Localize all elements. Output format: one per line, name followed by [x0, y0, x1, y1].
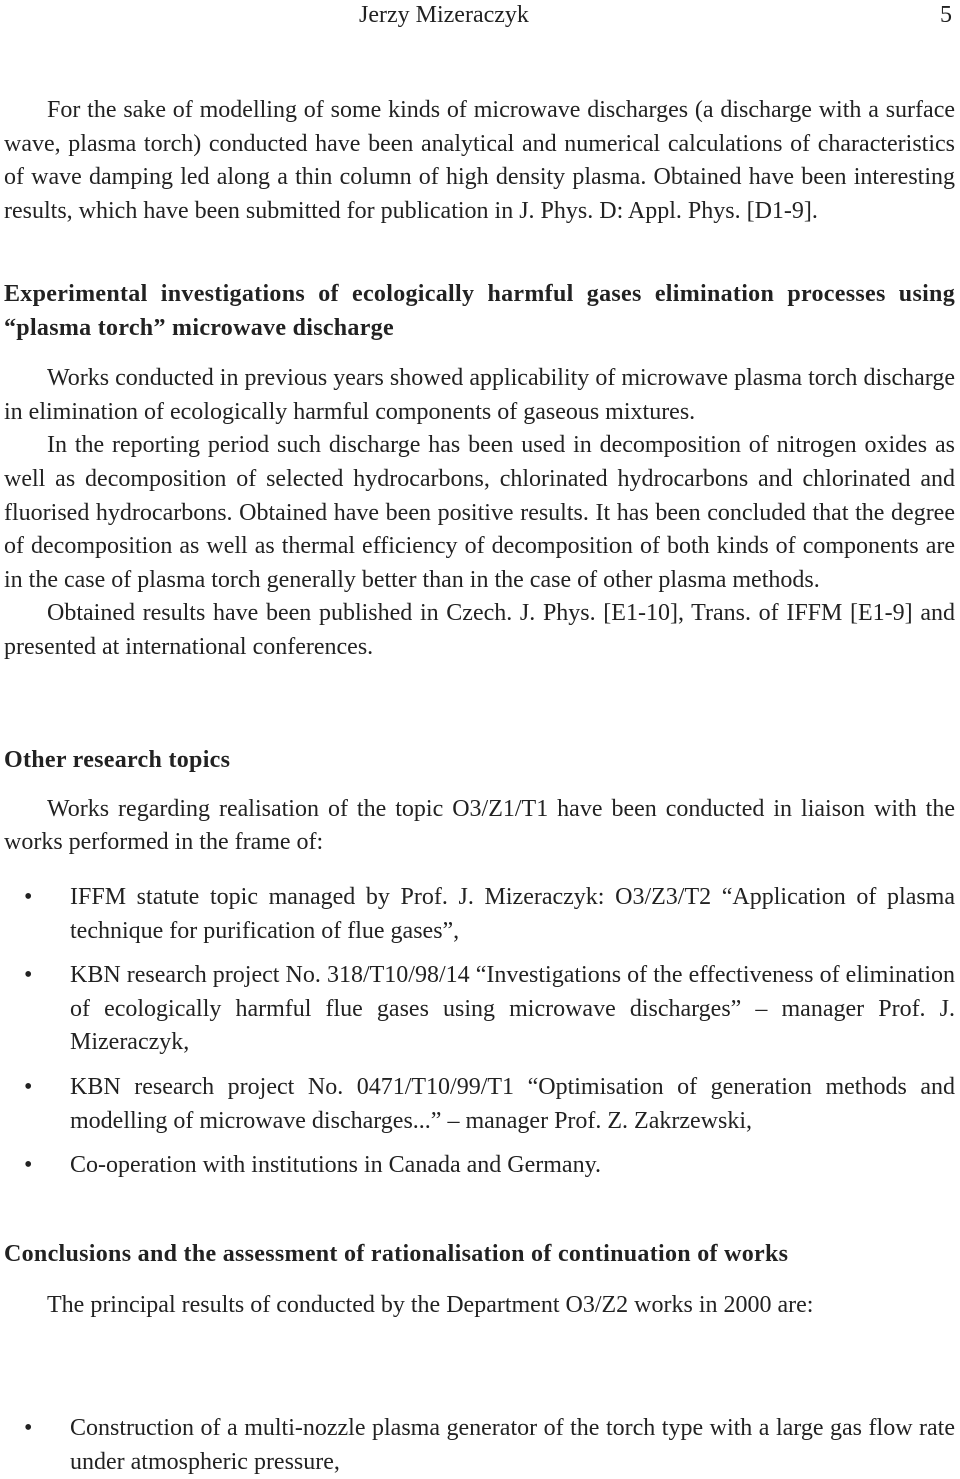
list-item-text: Co-operation with institutions in Canada and Germany. [70, 1152, 602, 1179]
bullet-icon: • [24, 884, 33, 910]
conclusions-list [4, 1412, 955, 1479]
plasma-torch-paragraph-2: In the reporting period such discharge has been used in decomposition of nitrogen oxides as well as decomposition of selected hydrocarbons, chlorinated hydrocarbons and chlorinated and fluorised hydrocarbons. Obtained have been positive results. It has been concluded that the degree of decomposition as well as thermal efficiency of decomposition of both kinds of components are in the case of plasma torch generally better than in the case of other plasma methods. [4, 432, 955, 593]
list-item [4, 1149, 955, 1183]
list-item-text: Construction of a multi-nozzle plasma generator of the torch type with a large gas flow rate under atmospheric pressure, [70, 1415, 955, 1475]
intro-block [4, 94, 955, 228]
intro-paragraph: For the sake of modelling of some kinds of microwave discharges (a discharge with a surface wave, plasma torch) conducted have been analytical and numerical calculations of characteristics of wave damping led along a thin column of high density plasma. Obtained have been interesting results, which have been submitted for publication in J. Phys. D: Appl. Phys. [D1-9]. [4, 97, 955, 224]
bullet-icon: • [24, 962, 33, 989]
running-head-author: Jerzy Mizeraczyk [359, 2, 529, 28]
bullet-icon: • [24, 1415, 33, 1441]
plasma-torch-paragraph-3: Obtained results have been published in Czech. J. Phys. [E1-10], Trans. of IFFM [E1-9] and presented at international conferences. [4, 600, 955, 660]
list-item-text: KBN research project No. 318/T10/98/14 “Investigations of the effectiveness of elimination of ecologically harmful flue gases using microwave discharges” – manager Prof. J. Mizeraczyk, [70, 962, 955, 1056]
list-item-text: KBN research project No. 0471/T10/99/T1 “Optimisation of generation methods and modelling of microwave discharges...” – manager Prof. Z. Zakrzewski, [70, 1073, 955, 1134]
list-item-text: IFFM statute topic managed by Prof. J. Mizeraczyk: O3/Z3/T2 “Application of plasma technique for purification of flue gases”, [70, 884, 955, 944]
other-topics-list [4, 881, 955, 1183]
section-heading-plasma-torch: Experimental investigations of ecologically harmful gases elimination processes using “plasma torch” microwave discharge [4, 281, 955, 341]
section-heading-conclusions: Conclusions and the assessment of rationalisation of continuation of works [4, 1241, 789, 1267]
bullet-icon: • [24, 1152, 33, 1179]
list-item [4, 959, 955, 1060]
page-number: 5 [940, 2, 952, 28]
section-other-topics [4, 744, 955, 860]
section-conclusions [4, 1238, 955, 1322]
section-plasma-torch [4, 278, 955, 665]
section-heading-other-topics: Other research topics [4, 747, 231, 773]
running-head [0, 0, 960, 30]
list-item [4, 1071, 955, 1138]
list-item [4, 1412, 955, 1479]
other-topics-paragraph: Works regarding realisation of the topic O3/Z1/T1 have been conducted in liaison with the works performed in the frame of: [4, 795, 955, 856]
bullet-icon: • [24, 1073, 33, 1100]
conclusions-paragraph: The principal results of conducted by the Department O3/Z2 works in 2000 are: [47, 1291, 814, 1318]
list-item [4, 881, 955, 948]
plasma-torch-paragraph-1: Works conducted in previous years showed applicability of microwave plasma torch discharge in elimination of ecologically harmful components of gaseous mixtures. [4, 365, 955, 425]
